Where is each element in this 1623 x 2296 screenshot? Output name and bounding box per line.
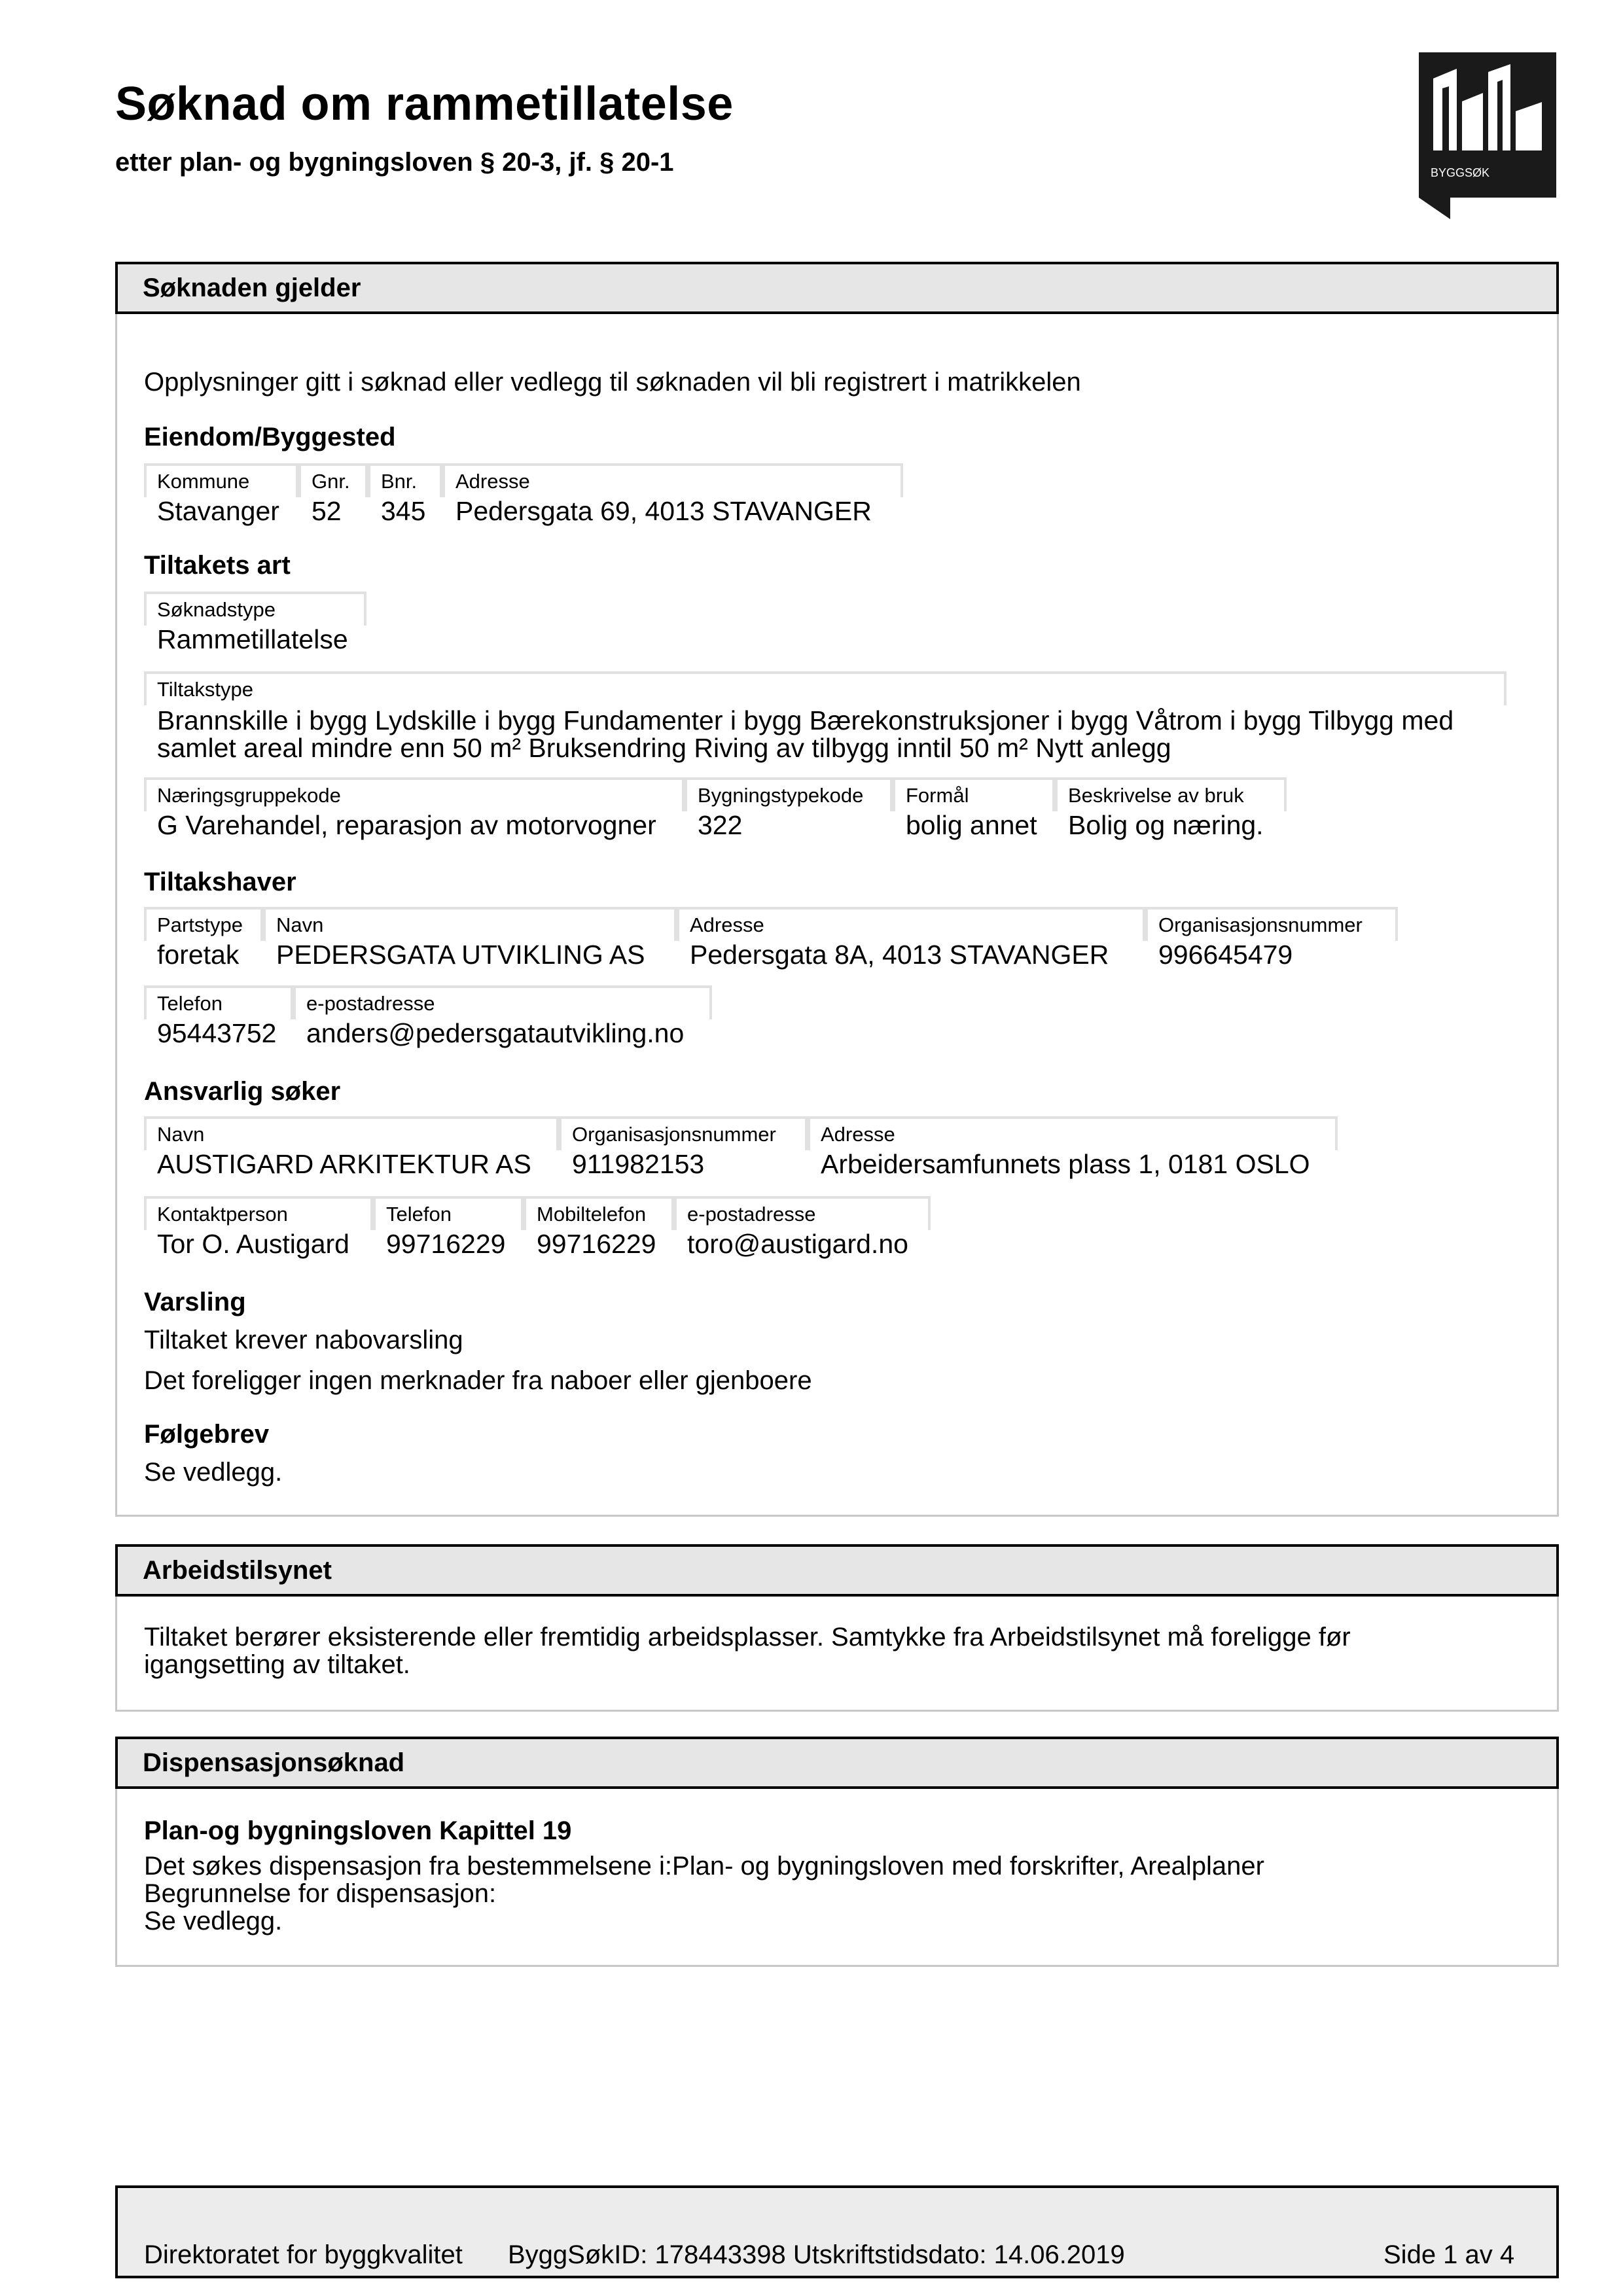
field-label: Kommune xyxy=(157,470,250,493)
field-label: Organisasjonsnummer xyxy=(1158,913,1363,936)
page-subtitle: etter plan- og bygningsloven § 20-3, jf. § 20-1 xyxy=(115,148,674,177)
field-label: Gnr. xyxy=(312,470,350,493)
dispensasjon-line-3: Se vedlegg. xyxy=(144,1907,283,1935)
as-orgnr-field xyxy=(559,1116,808,1179)
folgebrev-heading: Følgebrev xyxy=(144,1420,270,1449)
field-value: anders@pedersgatautvikling.no xyxy=(306,1018,685,1048)
byggsok-logo xyxy=(1419,52,1556,219)
section-title: Dispensasjonsøknad xyxy=(143,1748,405,1777)
page-footer xyxy=(115,2185,1559,2278)
field-value: PEDERSGATA UTVIKLING AS xyxy=(276,940,645,970)
field-label: Beskrivelse av bruk xyxy=(1068,784,1244,807)
field-value: 99716229 xyxy=(537,1229,656,1259)
field-value: G Varehandel, reparasjon av motorvogner xyxy=(157,810,656,840)
as-epost-field xyxy=(674,1196,931,1259)
field-label: Kontaktperson xyxy=(157,1203,288,1226)
field-value: Tor O. Austigard xyxy=(157,1229,349,1259)
as-kontakt-field xyxy=(144,1196,373,1259)
adresse-field xyxy=(442,463,903,526)
field-value: Bolig og næring. xyxy=(1068,810,1264,840)
varsling-heading: Varsling xyxy=(144,1288,246,1316)
varsling-line-1: Tiltaket krever nabovarsling xyxy=(144,1326,463,1354)
field-value-line2: samlet areal mindre enn 50 m² Bruksendring Riving av tilbygg inntil 50 m² Nytt anlegg xyxy=(157,733,1171,763)
bygningstypekode-field xyxy=(685,777,893,840)
th-navn-field xyxy=(263,907,677,970)
field-label: Adresse xyxy=(821,1123,895,1146)
field-label: Næringsgruppekode xyxy=(157,784,341,807)
footer-org: Direktoratet for byggkvalitet xyxy=(144,2240,463,2269)
field-value: AUSTIGARD ARKITEKTUR AS xyxy=(157,1149,531,1179)
field-label: Telefon xyxy=(386,1203,452,1226)
formal-field xyxy=(893,777,1055,840)
as-telefon-field xyxy=(373,1196,524,1259)
tiltakstype-field xyxy=(144,671,1507,763)
field-value: 322 xyxy=(698,810,743,840)
field-label: e-postadresse xyxy=(306,992,435,1015)
field-value: 996645479 xyxy=(1158,940,1293,970)
bnr-field xyxy=(368,463,442,526)
section-title: Søknaden gjelder xyxy=(143,274,361,302)
as-adresse-field xyxy=(808,1116,1338,1179)
ansvarlig-soker-heading: Ansvarlig søker xyxy=(144,1077,341,1106)
field-value: Pedersgata 69, 4013 STAVANGER xyxy=(455,496,872,526)
section-title: Arbeidstilsynet xyxy=(143,1556,332,1585)
field-value: bolig annet xyxy=(906,810,1037,840)
intro-text: Opplysninger gitt i søknad eller vedlegg til søknaden vil bli registrert i matrikkelen xyxy=(144,368,1081,397)
field-label: Bnr. xyxy=(381,470,418,493)
field-value: 99716229 xyxy=(386,1229,506,1259)
field-value-line1: Brannskille i bygg Lydskille i bygg Fundamenter i bygg Bærekonstruksjoner i bygg Våtrom i bygg Tilbygg med xyxy=(157,705,1454,735)
naeringsgruppekode-field xyxy=(144,777,685,840)
arbeidstilsynet-line-2: igangsetting av tiltaket. xyxy=(144,1650,410,1679)
field-label: Bygningstypekode xyxy=(698,784,864,807)
beskrivelse-field xyxy=(1055,777,1287,840)
dispensasjon-line-1: Det søkes dispensasjon fra bestemmelsene i:Plan- og bygningsloven med forskrifter, Arealplaner xyxy=(144,1852,1264,1881)
field-label: Navn xyxy=(157,1123,205,1146)
field-value: Arbeidersamfunnets plass 1, 0181 OSLO xyxy=(821,1149,1310,1179)
field-label: Søknadstype xyxy=(157,598,276,621)
th-partstype-field xyxy=(144,907,263,970)
field-value: Rammetillatelse xyxy=(157,624,348,654)
footer-page-number: Side 1 av 4 xyxy=(1383,2240,1515,2269)
field-label: Telefon xyxy=(157,992,223,1015)
field-label: Navn xyxy=(276,913,324,936)
field-value: toro@austigard.no xyxy=(687,1229,908,1259)
field-label: Formål xyxy=(906,784,969,807)
field-value: foretak xyxy=(157,940,240,970)
field-label: Adresse xyxy=(690,913,764,936)
section-header xyxy=(115,262,1559,314)
th-telefon-field xyxy=(144,985,293,1048)
page-title: Søknad om rammetillatelse xyxy=(115,78,734,130)
soknadstype-field xyxy=(144,592,366,654)
tiltakshaver-heading: Tiltakshaver xyxy=(144,868,296,896)
th-orgnr-field xyxy=(1145,907,1398,970)
field-label: Tiltakstype xyxy=(157,678,254,701)
folgebrev-text: Se vedlegg. xyxy=(144,1458,283,1487)
varsling-line-2: Det foreligger ingen merknader fra naboer eller gjenboere xyxy=(144,1366,812,1395)
section-header xyxy=(115,1737,1559,1789)
arbeidstilsynet-line-1: Tiltaket berører eksisterende eller fremtidig arbeidsplasser. Samtykke fra Arbeidstilsynet må foreligge før xyxy=(144,1623,1351,1651)
field-value: 345 xyxy=(381,496,426,526)
field-value: Pedersgata 8A, 4013 STAVANGER xyxy=(690,940,1109,970)
field-value: 911982153 xyxy=(572,1149,705,1179)
field-label: Adresse xyxy=(455,470,530,493)
section-header xyxy=(115,1544,1559,1597)
gnr-field xyxy=(298,463,368,526)
th-epost-field xyxy=(293,985,712,1048)
tiltakets-art-heading: Tiltakets art xyxy=(144,551,291,580)
th-adresse-field xyxy=(677,907,1145,970)
logo-text: BYGGSØK xyxy=(1431,166,1490,179)
field-label: Organisasjonsnummer xyxy=(572,1123,776,1146)
field-value: 95443752 xyxy=(157,1018,277,1048)
field-label: e-postadresse xyxy=(687,1203,816,1226)
field-value: Stavanger xyxy=(157,496,279,526)
field-value: 52 xyxy=(312,496,342,526)
kommune-field xyxy=(144,463,298,526)
as-mobil-field xyxy=(524,1196,674,1259)
footer-id: ByggSøkID: 178443398 Utskriftstidsdato: 14.06.2019 xyxy=(508,2240,1125,2269)
field-label: Mobiltelefon xyxy=(537,1203,647,1226)
as-navn-field xyxy=(144,1116,559,1179)
eiendom-heading: Eiendom/Byggested xyxy=(144,423,396,451)
field-label: Partstype xyxy=(157,913,243,936)
dispensasjon-subheading: Plan-og bygningsloven Kapittel 19 xyxy=(144,1816,572,1845)
dispensasjon-line-2: Begrunnelse for dispensasjon: xyxy=(144,1879,497,1908)
